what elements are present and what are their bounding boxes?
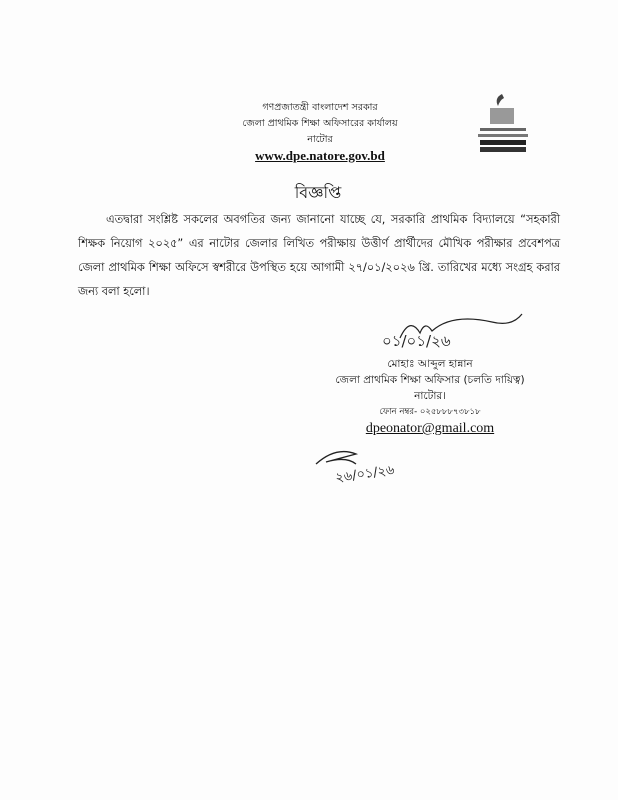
office-location: নাটোর (307, 134, 333, 145)
office-name: জেলা প্রাথমিক শিক্ষা অফিসারের কার্যালয় (242, 118, 398, 129)
initial-scribble (312, 446, 422, 490)
government-name: গণপ্রজাতন্ত্রী বাংলাদেশ সরকার (262, 102, 378, 113)
census-logo (468, 92, 538, 154)
signature-block (310, 356, 550, 438)
email-link[interactable]: dpeonator@gmail.com (365, 421, 495, 436)
office-header (160, 100, 480, 164)
website-link[interactable]: www.dpe.natore.gov.bd (255, 148, 385, 163)
notice-paragraph: এতদ্বারা সংশ্লিষ্ট সকলের অবগতির জন্য জানানো যাচ্ছে যে, সরকারি প্রাথমিক বিদ্যালয়ে “সহকারী শিক্ষক নিয়োগ ২০২৫” এর নাটোর জেলার লিখিত পরীক্ষায় উত্তীর্ণ প্রার্থীদের মৌখিক পরীক্ষার প্রবেশপত্র জেলা প্রাথমিক শিক্ষা অফিসে স্বশরীরে উপস্থিত হয়ে আগামী ২৭/০১/২০২৬ খ্রি. তারিখের মধ্যে সংগ্রহ করার জন্য বলা হলো। (78, 213, 560, 298)
officer-designation: জেলা প্রাথমিক শিক্ষা অফিসার (চলতি দায়িত্ব) (335, 374, 525, 386)
handwritten-date: ০১/০১/২৬ (382, 332, 451, 350)
officer-location: নাটোর। (414, 390, 446, 402)
notice-body (78, 208, 560, 304)
phone-number: ফোন নম্বর- ০২৫৮৮৮৭৩৮১৮ (379, 407, 481, 417)
handwritten-date-2: ২৬/০১/২৬ (334, 462, 396, 486)
officer-name: মোহাঃ আব্দুল হান্নান (387, 358, 473, 370)
notice-title: বিজ্ঞপ্তি (294, 183, 342, 202)
signature-scribble (370, 312, 530, 352)
